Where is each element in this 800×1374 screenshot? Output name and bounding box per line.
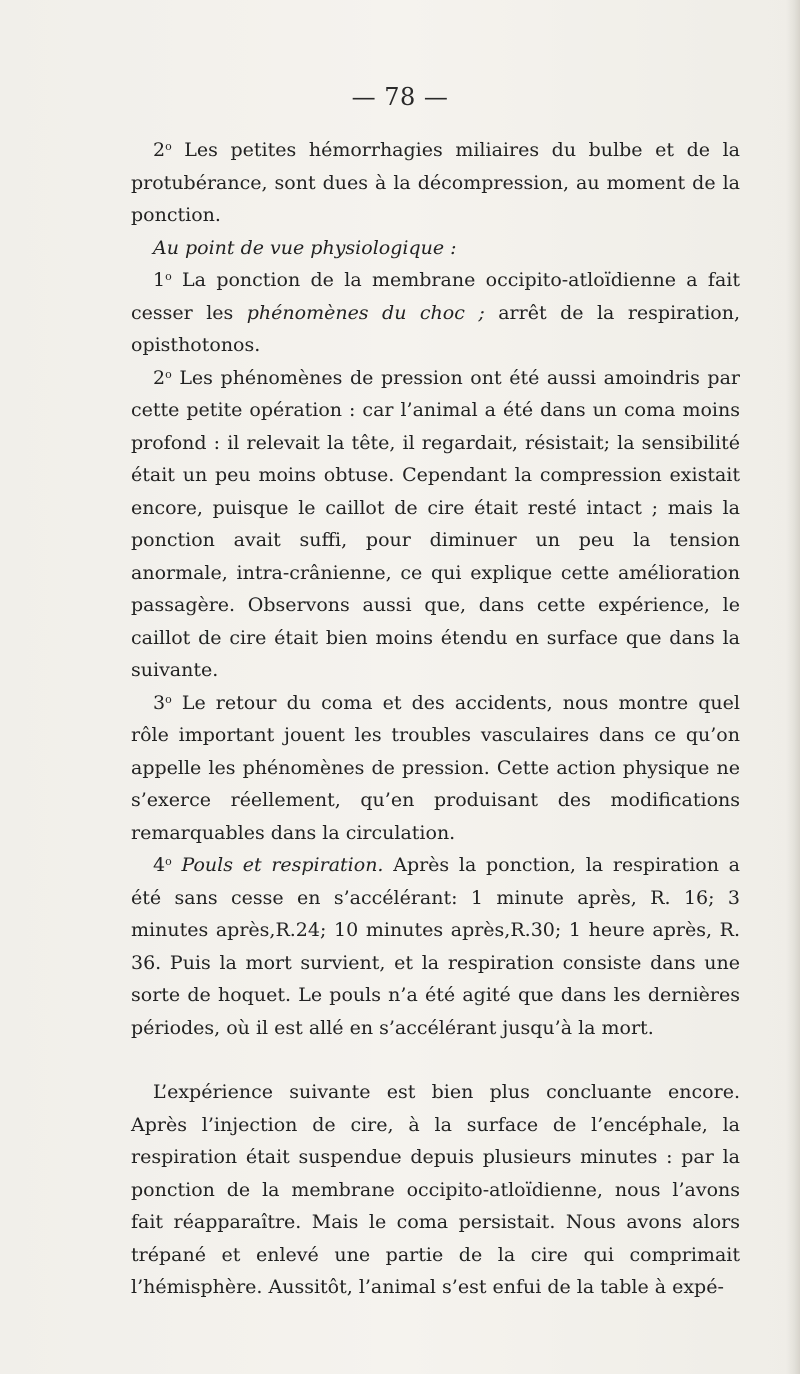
degree-mark: o [165, 140, 172, 153]
paragraph-3-coma-return [131, 687, 740, 850]
degree-mark: o [165, 692, 172, 706]
item-number: 2 [153, 366, 166, 389]
degree-mark: o [165, 270, 172, 283]
degree-mark: o [165, 855, 172, 868]
paragraph-next-experiment [131, 1076, 740, 1304]
paragraph-text: Les phénomènes de pression ont été aussi amoindris par cette petite opération : car l’animal a été dans un coma moins profond : il relevait la tête, il regardait, résistait; la sensibilité était un peu moins obtuse. Cependant la compression existait encore, puisque le caillot de cire était resté intact ; mais la ponction avait suffi, pour diminuer un peu la tension anormale, intra-crânienne, ce qui explique cette amélioration passagère. Observons aussi que, dans cette expérience, le caillot de cire était bien moins étendu en surface que dans la suivante. [131, 366, 740, 681]
body-text [131, 134, 740, 1304]
item-number: 2 [153, 139, 166, 161]
item-number: 4 [153, 854, 166, 876]
paragraph-text: L’expérience suivante est bien plus concluante encore. Après l’injection de cire, à la surface de l’encéphale, la respiration était suspendue depuis plusieurs minutes : par la ponction de la membrane occipito-atloïdienne, nous l’avons fait réapparaître. Mais le coma persistait. Nous avons alors trépané et enlevé une partie de la cire qui comprimait l’hémisphère. Aussitôt, l’animal s’est enfui de la table à expé- [131, 1081, 740, 1298]
italic-heading: Au point de vue physiologique : [153, 236, 457, 259]
paragraph-text: Après la ponction, la respiration a été sans cesse en s’accélérant: 1 minute après, R. 16; 3 minutes après,R.24; 10 minutes après,R.30; 1 heure après, R. 36. Puis la mort survient, et la respiration consiste dans une sorte de hoquet. Le pouls n’a été agité que dans les dernières périodes, où il est allé en s’accélérant jusqu’à la mort. [131, 854, 741, 1039]
page-edge-shadow [786, 0, 800, 1374]
paragraph-2-hemorrhages [131, 134, 740, 232]
degree-mark: o [165, 367, 172, 381]
item-number: 1 [153, 269, 166, 291]
paragraph-text: arrêt de la respiration, opisthotonos. [131, 301, 740, 356]
paragraph-text: Le retour du coma et des accidents, nous montre quel rôle important jouent les troubles vasculaires dans ce qu’on appelle les phénomènes de pression. Cette action physique ne s’exerce réellement, qu’en produisant des modifications remarquables dans la circulation. [131, 691, 740, 844]
paragraph-4-pulse-respiration [131, 849, 740, 1044]
italic-phrase: Pouls et respiration. [171, 854, 384, 876]
page-number: — 78 — [351, 83, 449, 111]
paragraph-2-pressure [131, 362, 740, 687]
section-heading-physiological [131, 232, 740, 265]
paragraph-text: La ponction de la membrane occipito-atloïdienne a fait cesser les [131, 269, 740, 324]
italic-phrase: phénomènes du choc ; [246, 301, 485, 324]
paragraph-text: Les petites hémorrhagies miliaires du bulbe et de la protubérance, sont dues à la décompression, au moment de la ponction. [131, 139, 740, 226]
item-number: 3 [153, 691, 166, 714]
paragraph-1-puncture [131, 264, 740, 362]
